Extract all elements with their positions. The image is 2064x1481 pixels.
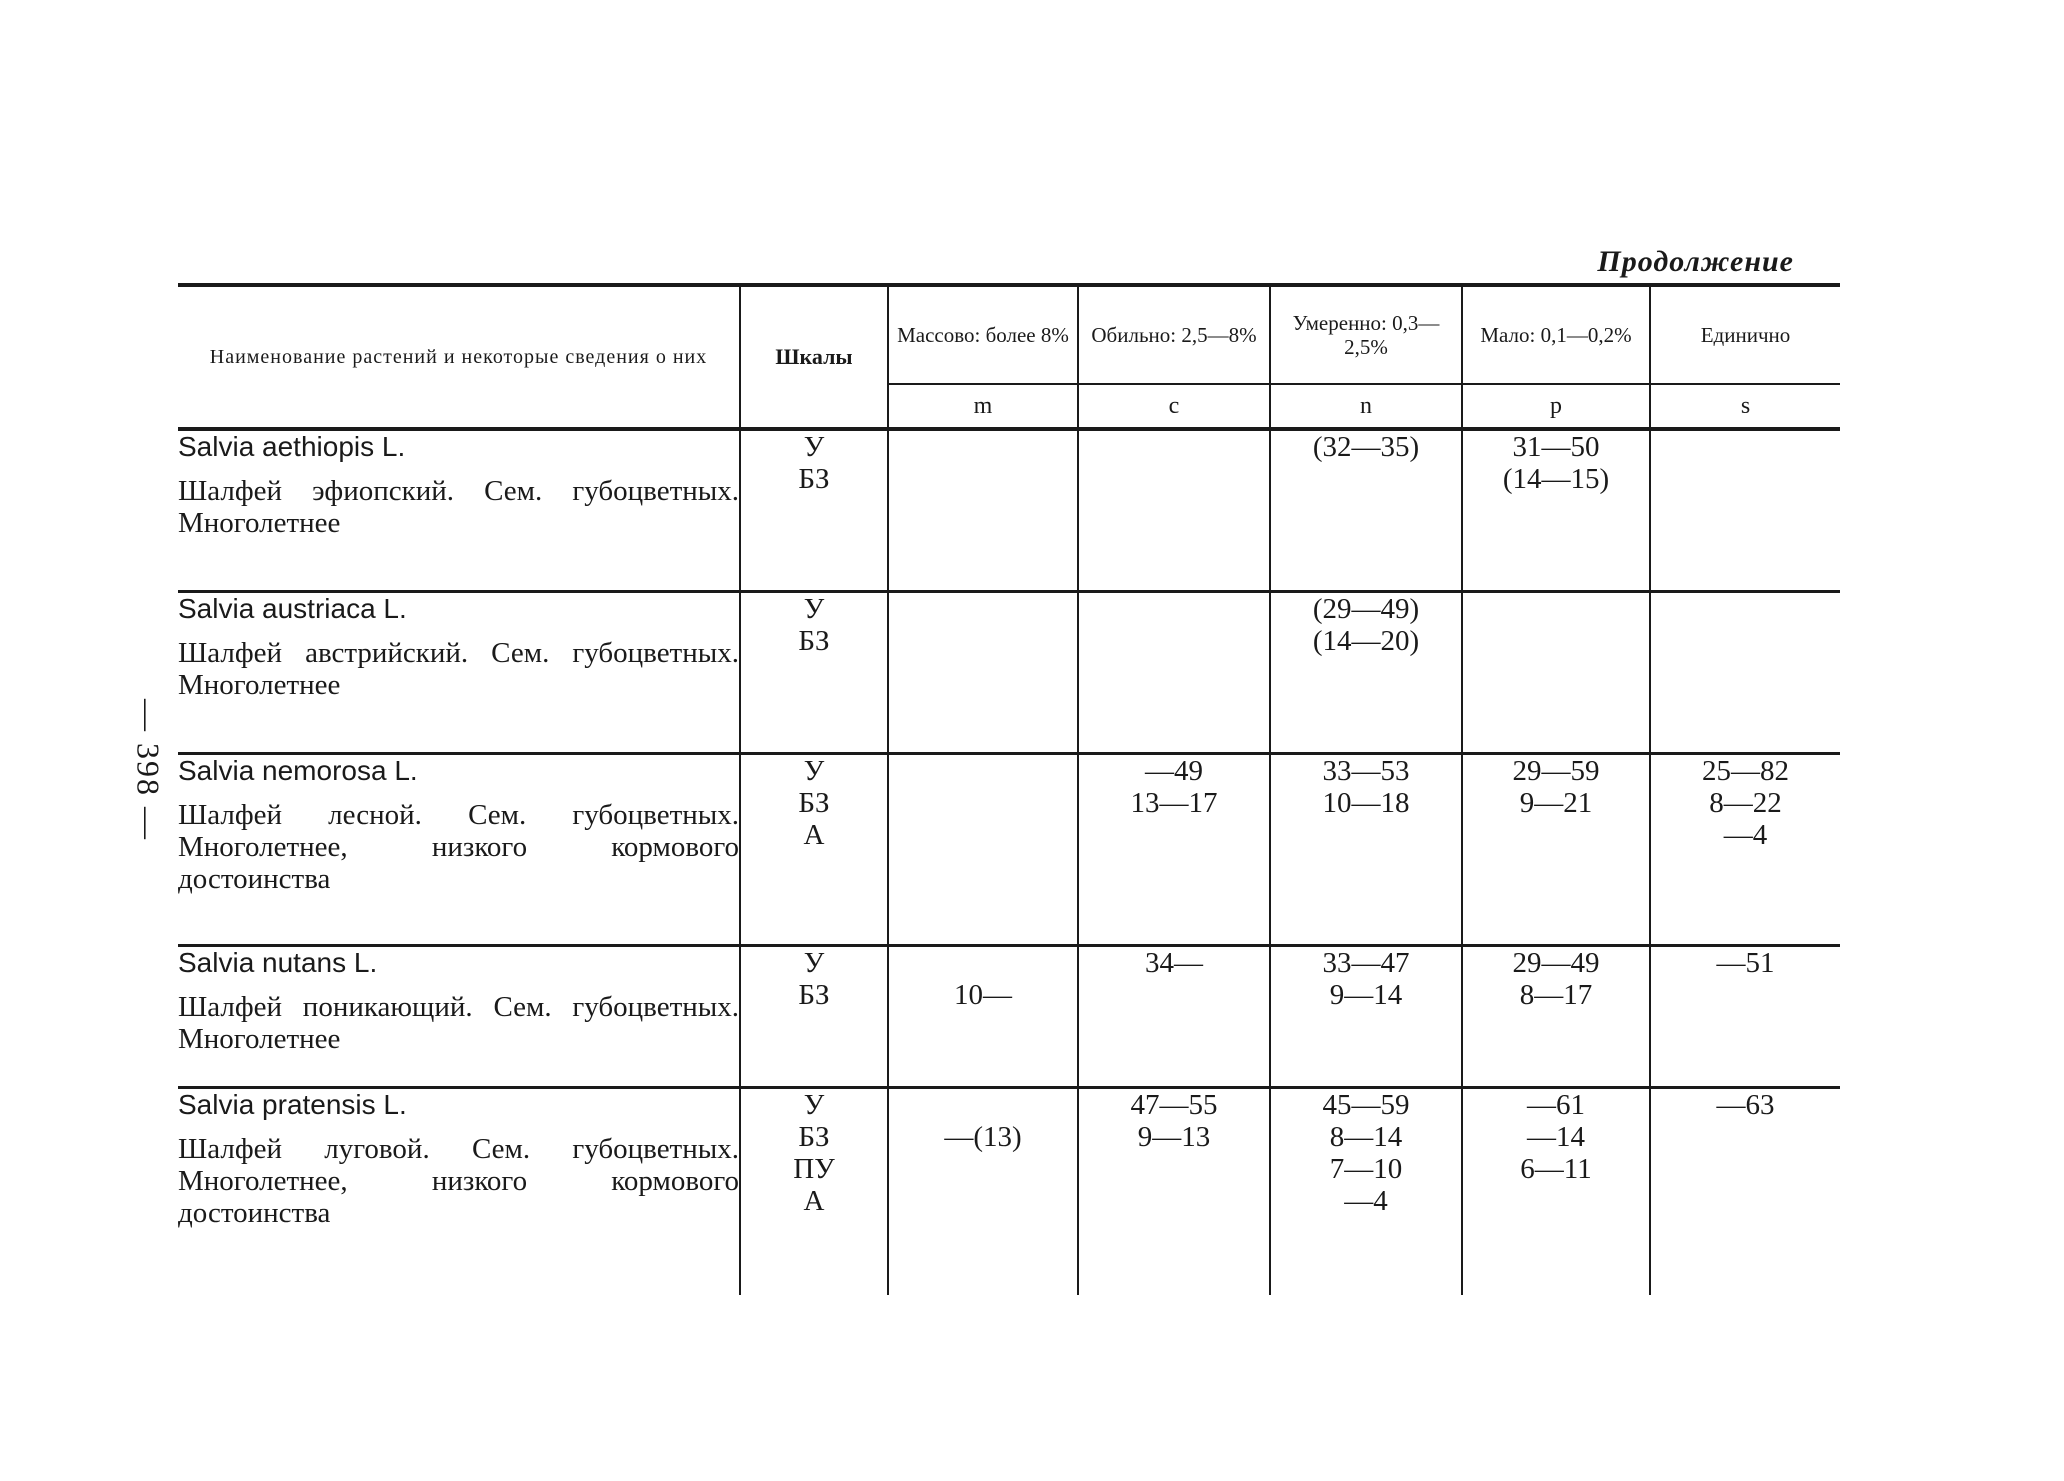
scale-code: У xyxy=(803,592,825,625)
value-cell-m xyxy=(888,945,1078,1087)
value-line: —4 xyxy=(1723,818,1768,851)
value-cell-s xyxy=(1650,753,1840,945)
value-line: 9—14 xyxy=(1329,978,1403,1011)
value-line: —49 xyxy=(1145,754,1203,787)
value-cell-m xyxy=(888,429,1078,591)
value-cell-p xyxy=(1462,945,1650,1087)
table-row xyxy=(178,753,1840,945)
continuation-label: Продолжение xyxy=(1597,245,1794,278)
value-line: —63 xyxy=(1716,1088,1775,1121)
header-col-label: Единично xyxy=(1650,285,1840,384)
header-col-symbol: c xyxy=(1078,384,1270,429)
header-col-symbol: n xyxy=(1270,384,1462,429)
value-line: 33—47 xyxy=(1322,946,1410,979)
value-line: (14—20) xyxy=(1312,624,1420,657)
value-line: 34— xyxy=(1145,946,1203,979)
scales-cell xyxy=(740,945,888,1087)
value-line: 7—10 xyxy=(1329,1152,1403,1185)
species-table xyxy=(178,283,1840,1295)
value-cell-n xyxy=(1270,429,1462,591)
header-name: Наименование растений и некоторые сведения о них xyxy=(178,285,740,429)
scale-code: У xyxy=(803,946,825,979)
value-line: 9—13 xyxy=(1137,1120,1211,1153)
latin-name: Salvia aethiopis L. xyxy=(178,431,406,462)
value-line: 47—55 xyxy=(1130,1088,1218,1121)
value-cell-n xyxy=(1270,591,1462,753)
latin-name: Salvia nemorosa L. xyxy=(178,754,418,786)
scales-cell xyxy=(740,753,888,945)
value-line: 8—14 xyxy=(1329,1120,1403,1153)
scale-code: А xyxy=(803,818,825,851)
header-col-label: Мало: 0,1—0,2% xyxy=(1462,285,1650,384)
header-col-label: Массово: более 8% xyxy=(888,285,1078,384)
russian-description: Шалфей лесной. Сем. губоцветных. Многолетнее, низкого кормового достоинства xyxy=(178,798,739,895)
scale-code: БЗ xyxy=(798,624,830,657)
table-row xyxy=(178,429,1840,591)
scale-code: У xyxy=(803,754,825,787)
russian-description: Шалфей луговой. Сем. губоцветных. Многолетнее, низкого кормового достоинства xyxy=(178,1132,739,1229)
value-line: (32—35) xyxy=(1312,431,1420,463)
scale-code: У xyxy=(803,431,825,463)
value-line: 10—18 xyxy=(1322,786,1410,819)
scale-code: БЗ xyxy=(798,1120,830,1153)
scales-cell xyxy=(740,591,888,753)
page-number-text: — 398 — xyxy=(130,699,167,841)
header-col-symbol: m xyxy=(888,384,1078,429)
value-line: —14 xyxy=(1527,1120,1585,1153)
plant-name-cell xyxy=(178,429,740,591)
value-line: —4 xyxy=(1344,1184,1388,1217)
value-cell-s xyxy=(1650,591,1840,753)
plant-name-cell xyxy=(178,753,740,945)
header-col-label: Обильно: 2,5—8% xyxy=(1078,285,1270,384)
table-row xyxy=(178,1087,1840,1295)
value-cell-p xyxy=(1462,429,1650,591)
header-col-symbol: s xyxy=(1650,384,1840,429)
scale-code: А xyxy=(803,1184,825,1217)
table-row xyxy=(178,945,1840,1087)
value-cell-s xyxy=(1650,429,1840,591)
value-line: —61 xyxy=(1527,1088,1585,1121)
value-line: 6—11 xyxy=(1520,1152,1592,1185)
value-cell-p xyxy=(1462,591,1650,753)
value-cell-c xyxy=(1078,429,1270,591)
russian-description: Шалфей поникающий. Сем. губоцветных. Многолетнее xyxy=(178,990,739,1055)
value-cell-m xyxy=(888,1087,1078,1295)
scale-code: БЗ xyxy=(798,786,830,819)
header-scales: Шкалы xyxy=(740,285,888,429)
russian-description: Шалфей австрийский. Сем. губоцветных. Многолетнее xyxy=(178,636,739,701)
latin-name: Salvia austriaca L. xyxy=(178,592,407,624)
scale-code: ПУ xyxy=(793,1152,835,1185)
table-body xyxy=(178,429,1840,1295)
value-cell-m xyxy=(888,753,1078,945)
scale-code: БЗ xyxy=(798,978,830,1011)
scales-cell xyxy=(740,1087,888,1295)
plant-name-cell xyxy=(178,591,740,753)
value-line xyxy=(889,1089,1077,1121)
value-line: (29—49) xyxy=(1312,592,1420,625)
value-cell-c xyxy=(1078,945,1270,1087)
value-line: 25—82 xyxy=(1702,754,1789,787)
value-cell-p xyxy=(1462,753,1650,945)
header-col-label: Умеренно: 0,3—2,5% xyxy=(1270,285,1462,384)
latin-name: Salvia pratensis L. xyxy=(178,1088,407,1120)
table-row xyxy=(178,591,1840,753)
latin-name: Salvia nutans L. xyxy=(178,946,378,978)
page-number xyxy=(118,690,178,850)
value-cell-n xyxy=(1270,753,1462,945)
value-line xyxy=(889,947,1077,979)
value-line: —(13) xyxy=(944,1120,1022,1153)
scale-code: У xyxy=(803,1088,825,1121)
scales-cell xyxy=(740,429,888,591)
plant-name-cell xyxy=(178,945,740,1087)
value-cell-s xyxy=(1650,945,1840,1087)
value-cell-c xyxy=(1078,1087,1270,1295)
value-line: 10— xyxy=(954,978,1012,1011)
header-col-symbol: p xyxy=(1462,384,1650,429)
value-cell-n xyxy=(1270,1087,1462,1295)
value-line: 8—17 xyxy=(1519,978,1593,1011)
plant-name-cell xyxy=(178,1087,740,1295)
value-line: 29—59 xyxy=(1512,754,1600,787)
value-line: —51 xyxy=(1716,946,1775,979)
value-line: 8—22 xyxy=(1709,786,1782,819)
value-line: 13—17 xyxy=(1130,786,1218,819)
value-line: 33—53 xyxy=(1322,754,1410,787)
russian-description: Шалфей эфиопский. Сем. губоцветных. Многолетнее xyxy=(178,475,739,539)
value-cell-n xyxy=(1270,945,1462,1087)
scale-code: БЗ xyxy=(798,463,830,495)
value-line: 45—59 xyxy=(1322,1088,1410,1121)
value-line: (14—15) xyxy=(1502,463,1610,495)
value-line: 29—49 xyxy=(1512,946,1600,979)
value-cell-m xyxy=(888,591,1078,753)
value-cell-c xyxy=(1078,753,1270,945)
value-line: 31—50 xyxy=(1512,431,1600,463)
value-cell-c xyxy=(1078,591,1270,753)
value-line: 9—21 xyxy=(1519,786,1593,819)
value-cell-p xyxy=(1462,1087,1650,1295)
value-cell-s xyxy=(1650,1087,1840,1295)
